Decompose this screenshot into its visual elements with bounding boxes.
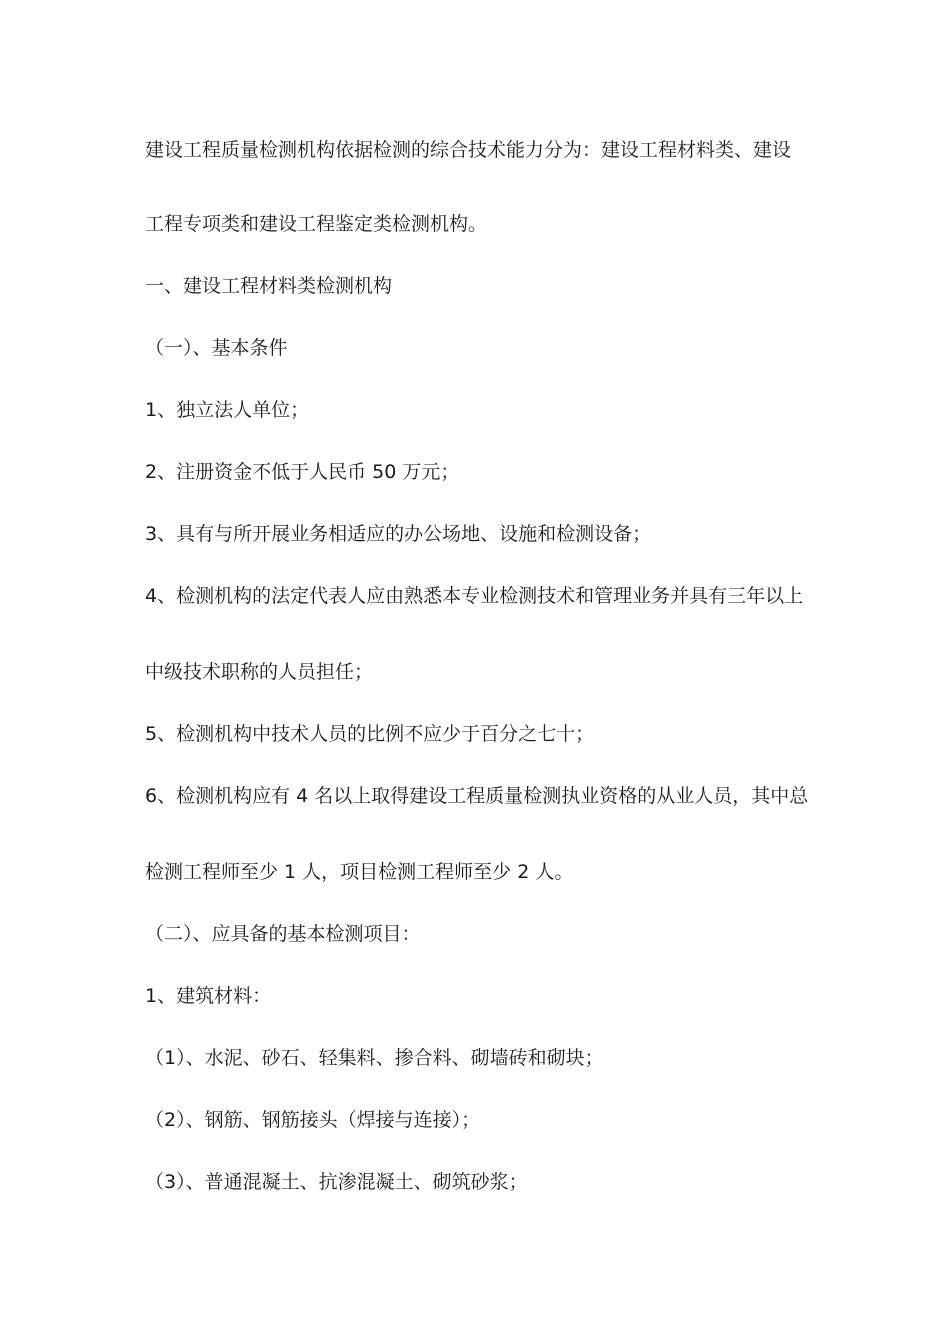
list-item-building-materials: 1、建筑材料： (145, 985, 272, 1007)
list-item-1: 1、独立法人单位； (145, 399, 310, 421)
list-item-3: 3、具有与所开展业务相适应的办公场地、设施和检测设备； (145, 523, 652, 545)
list-item-6-line-1: 6、检测机构应有 4 名以上取得建设工程质量检测执业资格的从业人员，其中总 (145, 785, 809, 807)
list-item-5: 5、检测机构中技术人员的比例不应少于百分之七十； (145, 723, 595, 745)
sub-item-1: （1）、水泥、砂石、轻集料、掺合料、砌墙砖和砌块； (145, 1047, 604, 1069)
list-item-4-line-1: 4、检测机构的法定代表人应由熟悉本专业检测技术和管理业务并具有三年以上 (145, 585, 804, 607)
sub-item-2: （2）、钢筋、钢筋接头（焊接与连接）； (145, 1109, 481, 1131)
subsection-heading-2: （二）、应具备的基本检测项目： (145, 923, 421, 945)
list-item-4-line-2: 中级技术职称的人员担任； (145, 661, 374, 683)
list-item-6-line-2: 检测工程师至少 1 人，项目检测工程师至少 2 人。 (145, 861, 574, 883)
paragraph-intro-line-2: 工程专项类和建设工程鉴定类检测机构。 (145, 213, 488, 235)
sub-item-3: （3）、普通混凝土、抗渗混凝土、砌筑砂浆； (145, 1171, 528, 1193)
paragraph-intro-line-1: 建设工程质量检测机构依据检测的综合技术能力分为：建设工程材料类、建设 (145, 139, 792, 161)
section-heading-1: 一、建设工程材料类检测机构 (145, 275, 393, 297)
list-item-2: 2、注册资金不低于人民币 50 万元； (145, 461, 460, 483)
subsection-heading-1: （一）、基本条件 (145, 337, 288, 359)
